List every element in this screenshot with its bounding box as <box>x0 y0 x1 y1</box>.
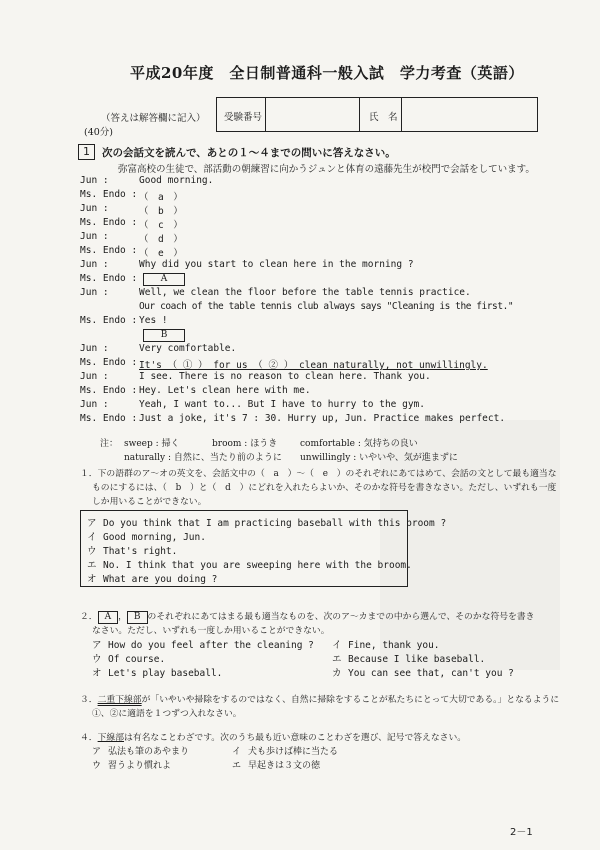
speaker: Jun : <box>80 259 109 270</box>
glossary-item: broom : ほうき <box>212 439 278 449</box>
option-text: That's right. <box>103 546 178 557</box>
option-kana: エ <box>87 560 97 571</box>
speaker: Jun : <box>80 175 109 186</box>
sub4-text: は有名なことわざです。次のうち最も近い意味のことわざを選び、記号で答えなさい。 <box>124 733 467 743</box>
dialogue-line: Yeah, I want to... But I have to hurry to the gym. <box>139 399 425 410</box>
dialogue-line: Why did you start to clean here in the morning ? <box>139 259 414 270</box>
name-label-cell <box>359 98 402 131</box>
option-item <box>332 637 440 651</box>
option-text: 習うより慣れよ <box>108 761 172 771</box>
sub2-prefix: ２． <box>80 612 98 622</box>
option-kana: イ <box>87 532 97 543</box>
sub2-line: なさい。ただし、いずれも一度しか用いることができない。 <box>92 626 330 636</box>
question-number: 1 <box>78 144 95 160</box>
answer-box-b: B <box>143 329 185 342</box>
speaker: Ms. Endo : <box>80 273 138 284</box>
speaker: Ms. Endo : <box>80 357 138 368</box>
option-text: Do you think that I am practicing baseball with this broom ? <box>103 518 447 529</box>
option-kana: ウ <box>92 761 102 771</box>
sub1-line: ものにするには、（ b ）と（ d ）にどれを入れたらよいか、そのかな符号を書きなさい。ただし、いずれも一度 <box>92 483 557 493</box>
option-item <box>92 758 171 771</box>
speaker: Ms. Endo : <box>80 315 138 326</box>
blank-c: （ c ） <box>139 220 183 231</box>
dialogue-line: Hey. Let's clean here with me. <box>139 385 311 396</box>
sub3-line <box>80 692 559 705</box>
page-number: 2－1 <box>510 827 533 838</box>
option-item <box>332 665 514 679</box>
time-limit: (40分) <box>84 127 114 138</box>
blank-a: （ a ） <box>139 192 183 203</box>
option-item <box>87 571 217 585</box>
option-kana: ウ <box>87 546 97 557</box>
option-kana: イ <box>232 747 242 757</box>
option-item <box>92 665 222 679</box>
sub3-prefix: ３． <box>80 695 98 705</box>
speaker: Jun : <box>80 371 109 382</box>
dialogue-line: Yes ! <box>139 315 168 326</box>
option-text: Let's play baseball. <box>108 668 223 679</box>
box-a-ref: A <box>98 611 119 624</box>
speaker: Ms. Endo : <box>80 189 138 200</box>
option-kana: ウ <box>92 654 102 665</box>
dialogue-line: Good morning. <box>139 175 214 186</box>
blank-e: （ e ） <box>139 248 183 259</box>
name-field[interactable] <box>401 98 538 131</box>
sub1-line: しか用いることができない。 <box>92 497 207 507</box>
sub3-line: ①、②に適語を１つずつ入れなさい。 <box>92 709 242 719</box>
exam-number-field[interactable] <box>265 98 360 131</box>
option-kana: ア <box>92 640 102 651</box>
sub2-text: のそれぞれにあてはまる最も適当なものを、次のア～カまでの中から選んで、そのかな符号を書き <box>147 612 535 622</box>
option-text: 弘法も筆のあやまり <box>108 747 190 757</box>
option-text: Fine, thank you. <box>348 640 440 651</box>
sub2-line <box>80 609 534 624</box>
speaker: Ms. Endo : <box>80 413 138 424</box>
sub3-term: 二重下線部 <box>97 695 142 705</box>
glossary-item: naturally : 自然に、当たり前のように <box>124 453 282 463</box>
blank-d: （ d ） <box>139 234 183 245</box>
speaker: Jun : <box>80 287 109 298</box>
speaker: Jun : <box>80 343 109 354</box>
sub2-sep: ， <box>118 612 127 622</box>
blank-b: （ b ） <box>139 206 183 217</box>
glossary-item: unwillingly : いやいや、気が進まずに <box>300 453 458 463</box>
option-item <box>232 744 338 757</box>
option-kana: オ <box>87 574 97 585</box>
sub4-line <box>80 730 466 743</box>
glossary-label: 注： <box>100 439 119 449</box>
option-kana: ア <box>87 518 97 529</box>
option-text: Of course. <box>108 654 166 665</box>
speaker: Ms. Endo : <box>80 385 138 396</box>
option-item <box>87 557 412 571</box>
option-item <box>332 651 485 665</box>
speaker: Jun : <box>80 231 109 242</box>
option-text: 早起きは３文の徳 <box>248 761 321 771</box>
option-item <box>92 744 189 757</box>
option-item <box>87 529 206 543</box>
exam-info-box <box>216 97 538 132</box>
option-item <box>87 543 177 557</box>
option-text: 犬も歩けば棒に当たる <box>248 747 339 757</box>
answer-box-a: A <box>143 273 185 286</box>
double-underlined-sentence: It's （ ① ） for us （ ② ） clean naturally, not unwillingly. <box>139 360 488 371</box>
option-text: No. I think that you are sweeping here with the broom. <box>103 560 412 571</box>
box-b-ref: B <box>127 611 148 624</box>
option-kana: エ <box>232 761 242 771</box>
speaker: Jun : <box>80 399 109 410</box>
option-kana: ア <box>92 747 102 757</box>
question-situation: 弥富高校の生徒で、部活動の朝練習に向かうジュンと体育の遠藤先生が校門で会話をしています。 <box>118 164 535 175</box>
question-heading: 次の会話文を読んで、あとの１～４までの問いに答えなさい。 <box>102 147 396 159</box>
option-kana: イ <box>332 640 342 651</box>
dialogue-line: Our coach of the table tennis club always says "Cleaning is the first." <box>139 301 514 312</box>
glossary-item: comfortable : 気持ちの良い <box>300 439 418 449</box>
exam-title: 平成20年度 全日制普通科一般入試 学力考査（英語） <box>130 64 524 82</box>
speaker: Ms. Endo : <box>80 217 138 228</box>
dialogue-line: Very comfortable. <box>139 343 237 354</box>
option-item <box>87 515 446 529</box>
speaker: Ms. Endo : <box>80 245 138 256</box>
options-box-1 <box>80 510 447 587</box>
option-kana: オ <box>92 668 102 679</box>
option-text: You can see that, can't you ? <box>348 668 514 679</box>
speaker: Jun : <box>80 203 109 214</box>
exam-number-label: 受験番号 <box>224 112 263 123</box>
answer-note: （答えは解答欄に記入） <box>101 113 206 124</box>
option-kana: カ <box>332 668 342 679</box>
option-item <box>92 637 314 651</box>
glossary-item: sweep : 掃く <box>124 439 180 449</box>
option-kana: エ <box>332 654 342 665</box>
sub3-text: が「いやいや掃除をするのではなく、自然に掃除をすることが私たちにとって大切である。」となるように <box>141 695 560 705</box>
dialogue-line-with-proverb: Just a joke, it's 7 : 30. Hurry up, Jun. Practice makes perfect. <box>139 413 506 424</box>
option-item <box>92 651 165 665</box>
name-label: 氏 名 <box>369 112 398 123</box>
option-text: What are you doing ? <box>103 574 218 585</box>
option-text: How do you feel after the cleaning ? <box>108 640 314 651</box>
sub4-prefix: ４． <box>80 733 98 743</box>
dialogue-line: I see. There is no reason to clean here. Thank you. <box>139 371 431 382</box>
sub1-line: １．下の語群のア～オの英文を、会話文中の（ a ）～（ e ）のそれぞれにあてはめて、会話の文として最も適当な <box>80 469 557 479</box>
option-text: Good morning, Jun. <box>103 532 206 543</box>
sub4-term: 下線部 <box>97 733 125 743</box>
option-item <box>232 758 320 771</box>
dialogue-line: Well, we clean the floor before the table tennis practice. <box>139 287 471 298</box>
option-text: Because I like baseball. <box>348 654 486 665</box>
